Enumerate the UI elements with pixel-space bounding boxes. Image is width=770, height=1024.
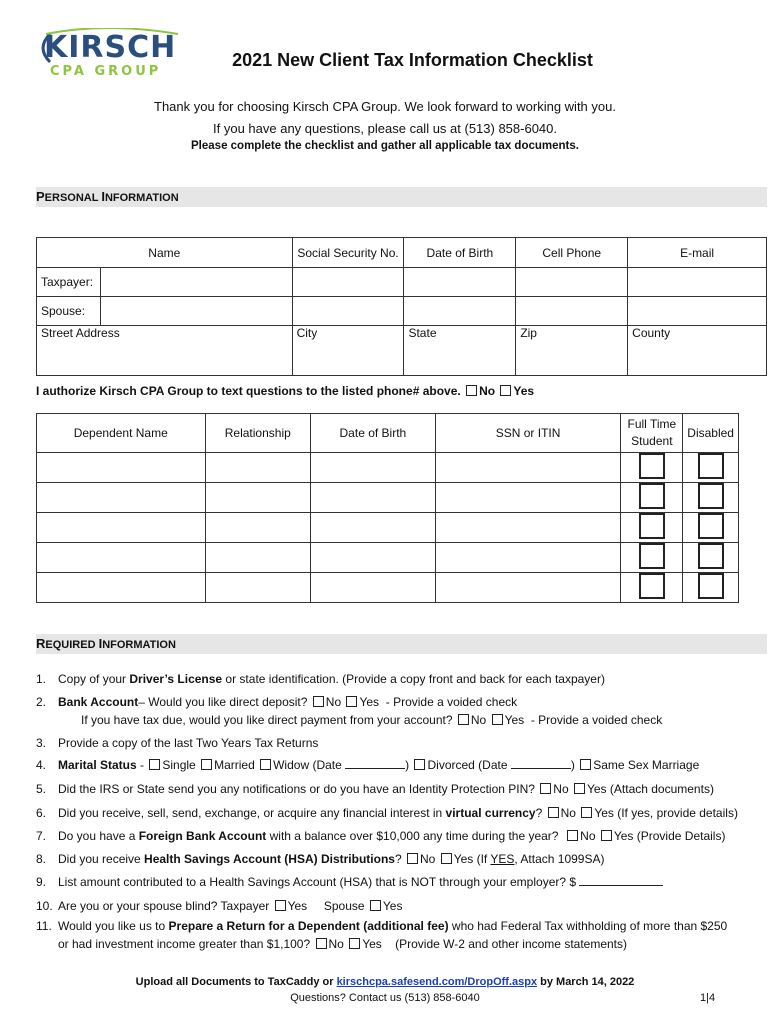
student-checkbox[interactable] (639, 483, 665, 509)
taxpayer-name-field[interactable] (100, 268, 292, 297)
authorize-no-checkbox[interactable] (466, 385, 477, 396)
foreign-account-no-checkbox[interactable] (567, 830, 578, 841)
disabled-checkbox[interactable] (698, 543, 724, 569)
student-checkbox[interactable] (639, 573, 665, 599)
dep-dob-field[interactable] (311, 513, 436, 543)
intro-line-3: Please complete the checklist and gather all applicable tax documents. (191, 140, 579, 152)
widow-checkbox[interactable] (260, 759, 271, 770)
taxpayer-ssn-field[interactable] (292, 268, 404, 297)
header-ssn: Social Security No. (292, 238, 404, 268)
dependent-row (37, 573, 739, 603)
divorced-checkbox[interactable] (414, 759, 425, 770)
foreign-account-yes-checkbox[interactable] (601, 830, 612, 841)
text-authorization: I authorize Kirsch CPA Group to text questions to the listed phone# above. No Yes (36, 384, 535, 398)
county-field[interactable]: County (628, 326, 767, 376)
dependent-row (37, 483, 739, 513)
student-checkbox[interactable] (639, 453, 665, 479)
single-checkbox[interactable] (149, 759, 160, 770)
dep-name-field[interactable] (37, 543, 206, 573)
dep-ssn-field[interactable] (435, 483, 621, 513)
page-title: 2021 New Client Tax Information Checklist (232, 50, 593, 70)
disabled-checkbox[interactable] (698, 513, 724, 539)
intro-line-1: Thank you for choosing Kirsch CPA Group. We look forward to working with you. (154, 99, 616, 114)
taxpayer-dob-field[interactable] (404, 268, 516, 297)
taxpayer-cell-field[interactable] (516, 268, 628, 297)
dep-ssn-field[interactable] (435, 453, 621, 483)
virtual-currency-yes-checkbox[interactable] (581, 807, 592, 818)
disabled-checkbox[interactable] (698, 453, 724, 479)
hsa-yes-checkbox[interactable] (441, 853, 452, 864)
student-checkbox[interactable] (639, 513, 665, 539)
city-field[interactable]: City (292, 326, 404, 376)
taxpayer-blind-checkbox[interactable] (275, 900, 286, 911)
upload-instructions: Upload all Documents to TaxCaddy or kirschcpa.safesend.com/DropOff.aspx by March 14, 2022 (135, 976, 635, 988)
divorced-date-field[interactable] (511, 768, 571, 769)
irs-notice-yes-checkbox[interactable] (574, 783, 585, 794)
spouse-dob-field[interactable] (404, 297, 516, 326)
dep-relationship-field[interactable] (205, 543, 311, 573)
dependent-row (37, 453, 739, 483)
virtual-currency-no-checkbox[interactable] (548, 807, 559, 818)
dep-dob-field[interactable] (311, 483, 436, 513)
disabled-checkbox[interactable] (698, 483, 724, 509)
dep-relationship-field[interactable] (205, 453, 311, 483)
header-name: Name (37, 238, 293, 268)
dependent-row (37, 543, 739, 573)
state-field[interactable]: State (404, 326, 516, 376)
dep-dob-field[interactable] (311, 543, 436, 573)
dep-name-field[interactable] (37, 483, 206, 513)
dep-dob-field[interactable] (311, 573, 436, 603)
dep-relationship-field[interactable] (205, 483, 311, 513)
taxpayer-label: Taxpayer: (37, 268, 101, 297)
dependent-row (37, 513, 739, 543)
dep-header-disabled: Disabled (683, 414, 739, 453)
personal-info-heading: PERSONAL INFORMATION (36, 187, 767, 207)
dep-ssn-field[interactable] (435, 573, 621, 603)
personal-info-table (36, 237, 767, 376)
intro-line-2: If you have any questions, please call us at (513) 858-6040. (213, 121, 557, 136)
req-item-2-line-2: If you have tax due, would you like direct payment from your account? No Yes - Provide a voided check (81, 713, 663, 727)
student-checkbox[interactable] (639, 543, 665, 569)
header-email: E-mail (628, 238, 767, 268)
married-checkbox[interactable] (201, 759, 212, 770)
hsa-amount-field[interactable] (579, 885, 663, 886)
dep-relationship-field[interactable] (205, 573, 311, 603)
logo-subtitle: CPA GROUP (50, 64, 162, 79)
authorize-yes-checkbox[interactable] (500, 385, 511, 396)
spouse-email-field[interactable] (628, 297, 767, 326)
spouse-blind-checkbox[interactable] (370, 900, 381, 911)
page-number: 1|4 (700, 992, 716, 1004)
hsa-no-checkbox[interactable] (407, 853, 418, 864)
direct-payment-yes-checkbox[interactable] (492, 714, 503, 725)
spouse-ssn-field[interactable] (292, 297, 404, 326)
required-info-heading: REQUIRED INFORMATION (36, 634, 767, 654)
dep-header-dob: Date of Birth (311, 414, 436, 453)
direct-payment-no-checkbox[interactable] (458, 714, 469, 725)
taxpayer-email-field[interactable] (628, 268, 767, 297)
logo-name: KIRSCH (44, 30, 177, 65)
dep-name-field[interactable] (37, 513, 206, 543)
irs-notice-no-checkbox[interactable] (540, 783, 551, 794)
dep-header-name: Dependent Name (37, 414, 206, 453)
header-cell: Cell Phone (516, 238, 628, 268)
dep-relationship-field[interactable] (205, 513, 311, 543)
dependents-table (36, 413, 739, 603)
direct-deposit-no-checkbox[interactable] (313, 696, 324, 707)
dropoff-link[interactable]: kirschcpa.safesend.com/DropOff.aspx (336, 976, 538, 988)
spouse-name-field[interactable] (100, 297, 292, 326)
dep-ssn-field[interactable] (435, 543, 621, 573)
dep-header-student: Full Time Student (621, 414, 683, 453)
disabled-checkbox[interactable] (698, 573, 724, 599)
header-dob: Date of Birth (404, 238, 516, 268)
dependent-return-no-checkbox[interactable] (316, 938, 327, 949)
dep-name-field[interactable] (37, 453, 206, 483)
dep-header-relationship: Relationship (205, 414, 311, 453)
dep-dob-field[interactable] (311, 453, 436, 483)
same-sex-checkbox[interactable] (580, 759, 591, 770)
direct-deposit-yes-checkbox[interactable] (346, 696, 357, 707)
dep-name-field[interactable] (37, 573, 206, 603)
dep-header-ssn: SSN or ITIN (435, 414, 621, 453)
zip-field[interactable]: Zip (516, 326, 628, 376)
spouse-cell-field[interactable] (516, 297, 628, 326)
footer-contact: Questions? Contact us (513) 858-6040 (290, 992, 480, 1004)
widow-date-field[interactable] (345, 768, 405, 769)
dependent-return-yes-checkbox[interactable] (349, 938, 360, 949)
street-address-field[interactable]: Street Address (37, 326, 293, 376)
spouse-label: Spouse: (37, 297, 101, 326)
req-item-11-line-2: or had investment income greater than $1,100? No Yes (Provide W-2 and other income statements) (58, 937, 628, 951)
dep-ssn-field[interactable] (435, 513, 621, 543)
